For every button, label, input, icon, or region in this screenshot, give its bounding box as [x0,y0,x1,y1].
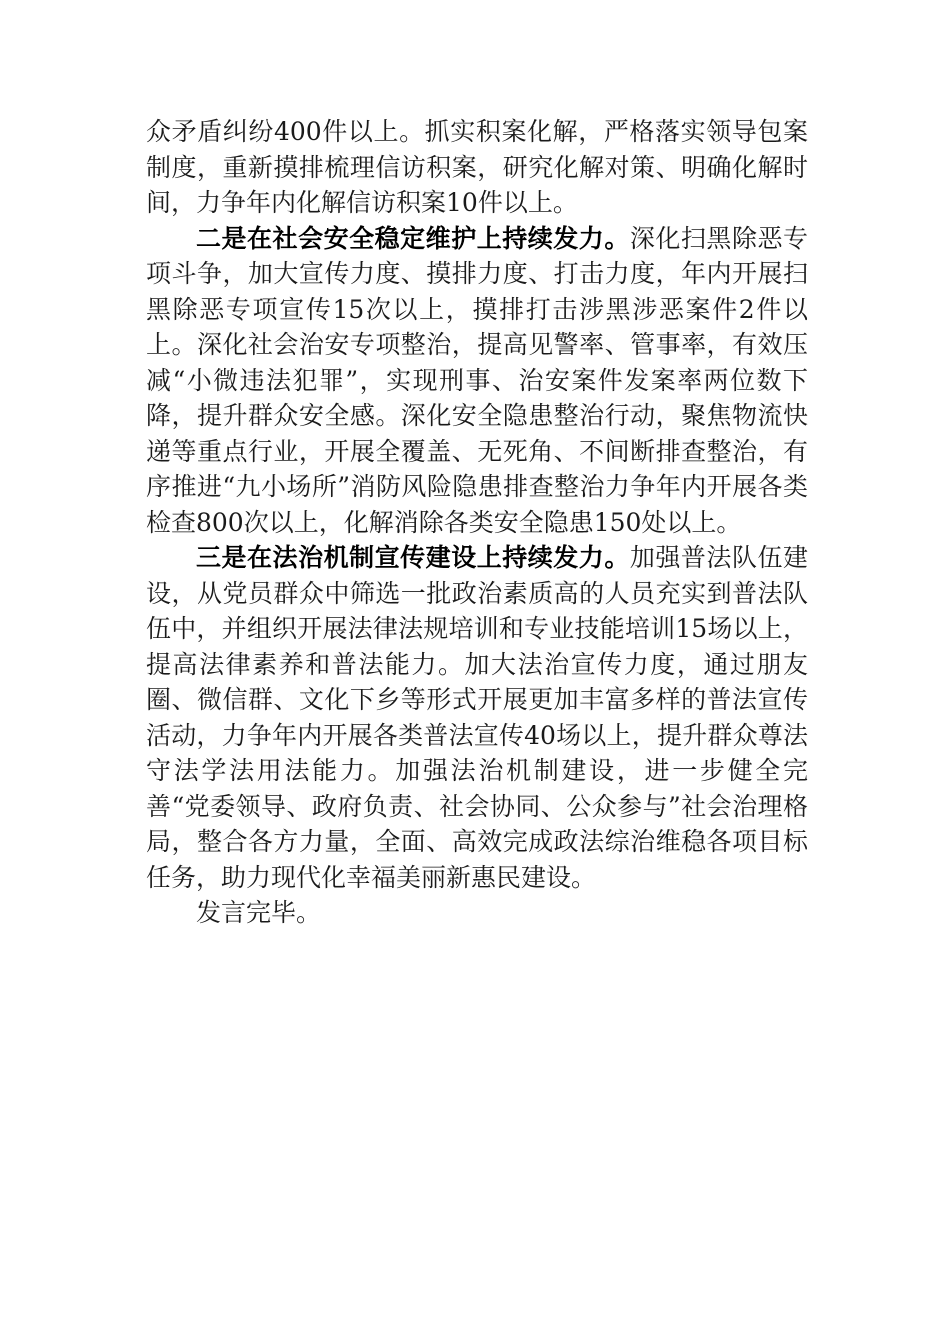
paragraph-closing [146,895,808,931]
paragraph-text: 众矛盾纠纷400件以上。抓实积案化解，严格落实领导包案制度，重新摸排梳理信访积案，研究化解对策、明确化解时间，力争年内化解信访积案10件以上。 [146,117,808,217]
paragraph-continuation [146,114,808,221]
paragraph-rule-of-law [146,540,808,895]
document-body [146,114,808,931]
paragraph-heading: 二是在社会安全稳定维护上持续发力。 [196,223,630,253]
paragraph-social-security [146,221,808,541]
paragraph-text: 加强普法队伍建设，从党员群众中筛选一批政治素质高的人员充实到普法队伍中，并组织开展法律法规培训和专业技能培训15场以上，提高法律素养和普法能力。加大法治宣传力度，通过朋友圈、微信群、文化下乡等形式开展更加丰富多样的普法宣传活动，力争年内开展各类普法宣传40场以上，提升群众尊法守法学法用法能力。加强法治机制建设，进一步健全完善“党委领导、政府负责、社会协同、公众参与”社会治理格局，整合各方力量，全面、高效完成政法综治维稳各项目标任务，助力现代化幸福美丽新惠民建设。 [146,543,808,892]
paragraph-text: 深化扫黑除恶专项斗争，加大宣传力度、摸排力度、打击力度，年内开展扫黑除恶专项宣传15次以上，摸排打击涉黑涉恶案件2件以上。深化社会治安专项整治，提高见警率、管事率，有效压减“小微违法犯罪”，实现刑事、治安案件发案率两位数下降，提升群众安全感。深化安全隐患整治行动，聚焦物流快递等重点行业，开展全覆盖、无死角、不间断排查整治，有序推进“九小场所”消防风险隐患排查整治力争年内开展各类检查800次以上，化解消除各类安全隐患150处以上。 [146,223,808,537]
paragraph-heading: 三是在法治机制宣传建设上持续发力。 [196,543,630,572]
closing-text: 发言完毕。 [196,898,322,927]
